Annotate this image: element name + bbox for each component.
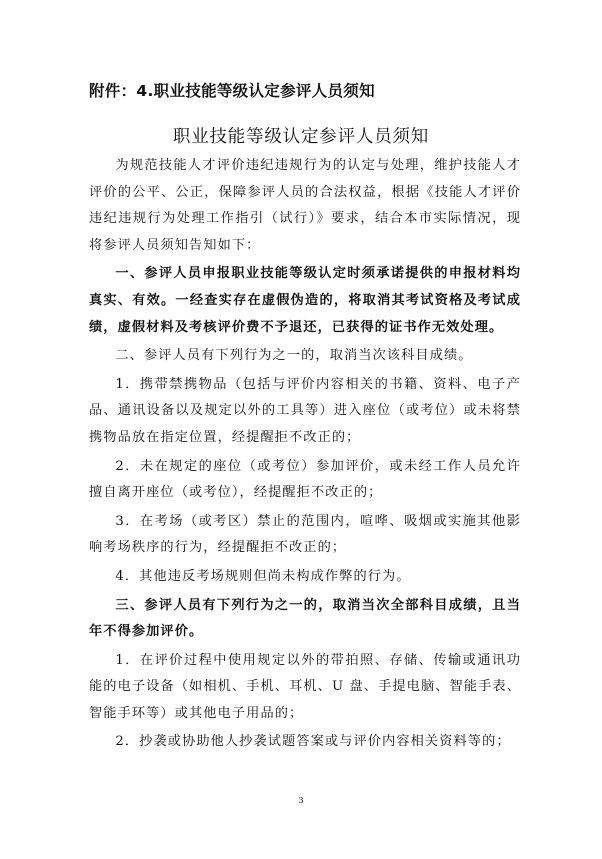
attachment-heading: 附件：4.职业技能等级认定参评人员须知 — [89, 82, 375, 100]
document-body — [89, 153, 521, 758]
section-two-heading: 二、参评人员有下列行为之一的，取消当次该科目成绩。 — [115, 348, 473, 364]
section-three-item-1: 1．在评价过程中使用规定以外的带拍照、存储、传输或通讯功能的电子设备（如相机、手机、耳机、U 盘、手提电脑、智能手表、智能手环等）或其他电子用品的； — [89, 652, 521, 721]
section-two-item-2: 2．未在规定的座位（或考位）参加评价，或未经工作人员允许擅自离开座位（或考位），经提醒拒不改正的； — [89, 458, 521, 501]
section-two-item-1: 1．携带禁携物品（包括与评价内容相关的书籍、资料、电子产品、通讯设备以及规定以外的工具等）进入座位（或考位）或未将禁携物品放在指定位置，经提醒拒不改正的； — [89, 376, 521, 445]
page-title: 职业技能等级认定参评人员须知 — [172, 127, 430, 147]
section-one-paragraph: 一、参评人员申报职业技能等级认定时须承诺提供的申报材料均真实、有效。一经查实存在虚假伪造的，将取消其考试资格及考试成绩，虚假材料及考核评价费不予退还，已获得的证书作无效处理。 — [89, 266, 521, 335]
page-number: 3 — [298, 796, 304, 805]
intro-paragraph: 为规范技能人才评价违纪违规行为的认定与处理，维护技能人才评价的公平、公正，保障参评人员的合法权益，根据《技能人才评价违纪违规行为处理工作指引（试行）》要求，结合本市实际情况，现将参评人员须知告知如下： — [89, 158, 521, 253]
section-two-item-3: 3．在考场（或考区）禁止的范围内，喧哗、吸烟或实施其他影响考场秩序的行为，经提醒拒不改正的； — [89, 513, 521, 556]
section-three-item-2: 2．抄袭或协助他人抄袭试题答案或与评价内容相关资料等的； — [115, 734, 511, 750]
section-two-item-4: 4．其他违反考场规则但尚未构成作弊的行为。 — [115, 568, 411, 584]
section-three-heading: 三、参评人员有下列行为之一的，取消当次全部科目成绩，且当年不得参加评价。 — [89, 597, 521, 640]
